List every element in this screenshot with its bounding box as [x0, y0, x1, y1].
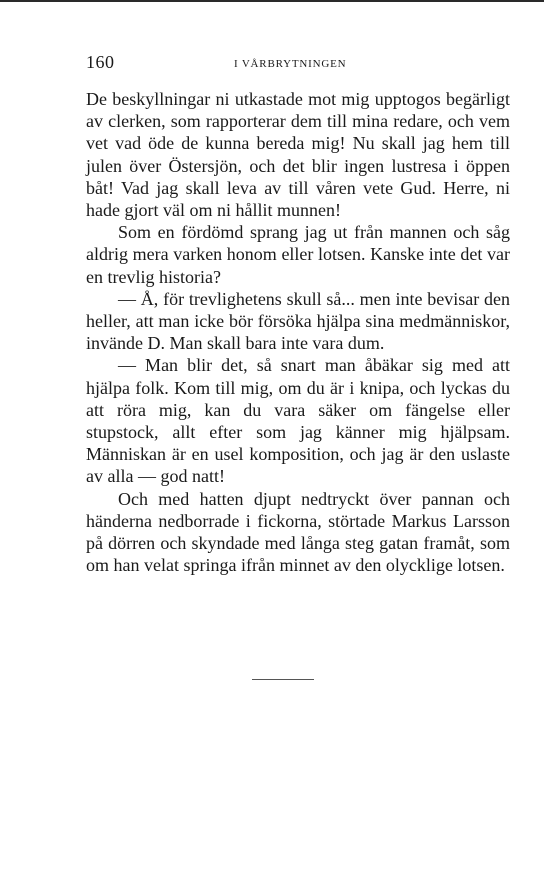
paragraph: Som en fördömd sprang jag ut från mannen och såg aldrig mera varken honom eller lotsen. Kanske inte det var en trevlig historia?: [86, 222, 510, 287]
section-end-rule: [252, 679, 314, 680]
paragraph: — Å, för trevlighetens skull så... men inte bevisar den heller, att man icke bör försöka hjälpa sina medmänniskor, invände D. Man skall bara inte vara dum.: [86, 288, 510, 354]
running-head: I VÅRBRYTNINGEN: [234, 58, 347, 70]
top-border-rule: [0, 0, 544, 2]
page-number: 160: [86, 52, 115, 72]
page-header: [86, 52, 510, 76]
body-text: [86, 88, 510, 576]
paragraph: De beskyllningar ni utkastade mot mig upptogos begärligt av clerken, som rapporterar dem till mina redare, och vem vet vad öde de kunna bereda mig! Nu skall jag hem till julen över Östersjön, och det blir ingen lustresa i öppen båt! Vad jag skall leva av till våren vete Gud. Herre, ni hade gjort väl om ni hållit munnen!: [86, 89, 510, 221]
paragraph: — Man blir det, så snart man åbäkar sig med att hjälpa folk. Kom till mig, om du är i knipa, och lyckas du att röra mig, kan du vara säker om fängelse eller stupstock, allt efter som jag känner mig hjälpsam. Människan är en usel komposition, och jag är den uslaste av alla — god natt!: [86, 355, 510, 487]
paragraph: Och med hatten djupt nedtryckt över pannan och händerna nedborrade i fickorna, störtade Markus Larsson på dörren och skyndade med långa steg gatan framåt, som om han velat springa ifrån minnet av den olycklige lotsen.: [86, 488, 510, 576]
